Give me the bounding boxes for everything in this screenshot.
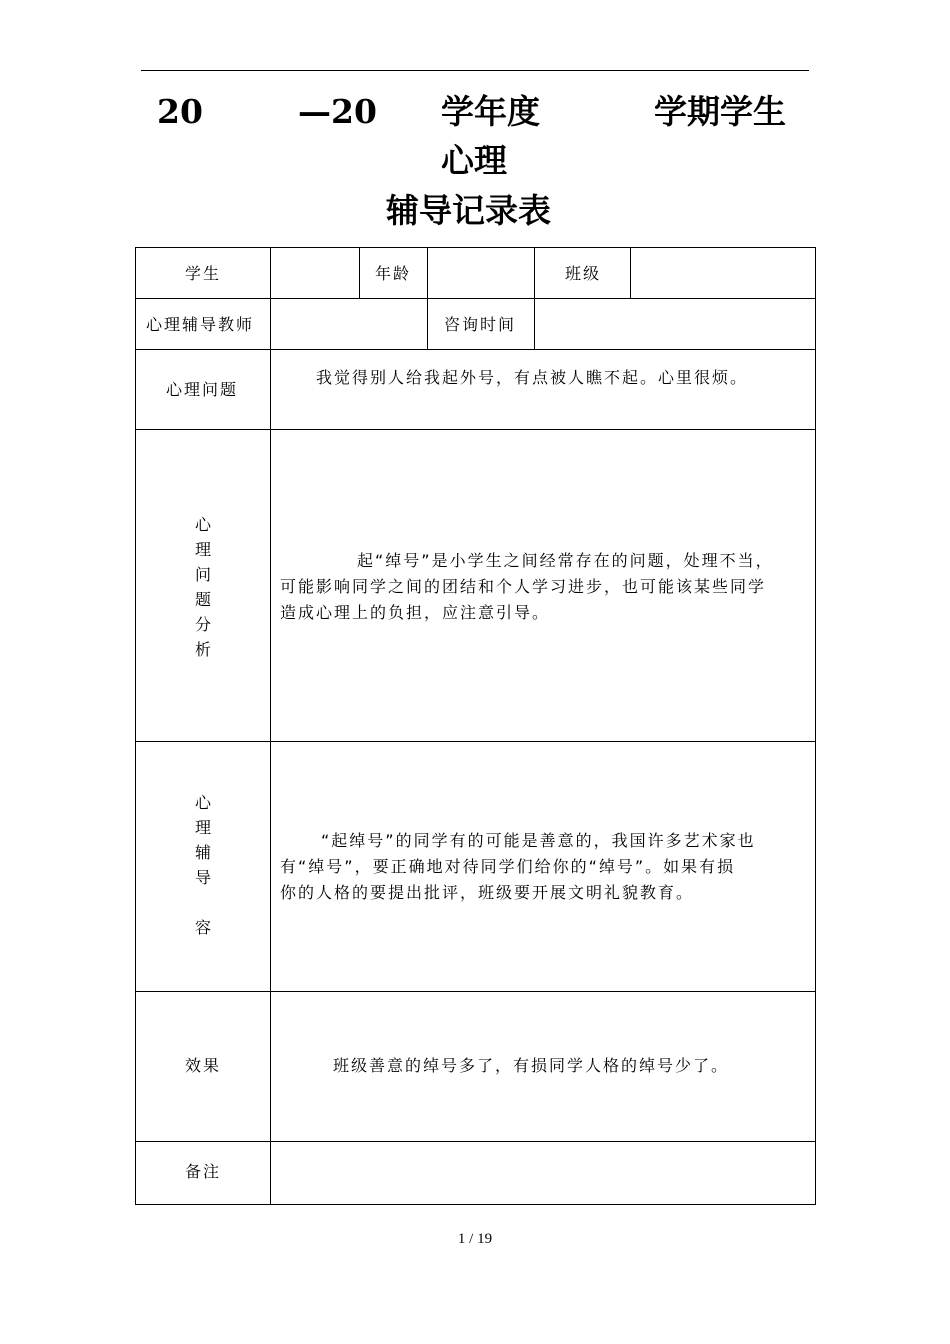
problem-label: 心理问题 (166, 380, 239, 399)
class-value[interactable] (631, 248, 815, 298)
guidance-label-char: 导 (194, 868, 211, 887)
consult-time-label: 咨询时间 (444, 315, 517, 334)
page-number: 1 / 19 (457, 1231, 493, 1247)
col-sep-label (270, 247, 271, 1205)
table-border-right (815, 247, 816, 1205)
row-sep-3 (135, 429, 816, 430)
guidance-label-char: 辅 (194, 843, 211, 862)
row-sep-5 (135, 991, 816, 992)
effect-text: 班级善意的绰号多了，有损同学人格的绰号少了。 (333, 1056, 730, 1075)
analysis-line-3: 造成心理上的负担，应注意引导。 (280, 603, 551, 622)
analysis-line-2: 可能影响同学之间的团结和个人学习进步，也可能该某些同学 (280, 577, 767, 596)
consult-time-value[interactable] (535, 299, 815, 349)
guidance-label-char: 心 (194, 793, 211, 812)
title-line-3: 辅导记录表 (386, 191, 551, 230)
header-rule (141, 70, 809, 71)
remark-value[interactable] (271, 1142, 815, 1204)
guidance-line-1: “起绰号”的同学有的可能是善意的，我国许多艺术家也 (321, 831, 756, 850)
analysis-label-char: 问 (194, 565, 211, 584)
class-label: 班级 (565, 264, 602, 283)
title-line-2: 心理 (441, 141, 507, 180)
guidance-line-2: 有“绰号”，要正确地对待同学们给你的“绰号”。如果有损 (280, 857, 736, 876)
teacher-label: 心理辅导教师 (146, 315, 255, 334)
teacher-value[interactable] (271, 299, 427, 349)
guidance-label-char: 容 (194, 918, 211, 937)
analysis-label-char: 分 (194, 615, 211, 634)
remark-label: 备注 (185, 1162, 222, 1181)
row-sep-4 (135, 741, 816, 742)
guidance-label-char: 理 (194, 818, 211, 837)
effect-label: 效果 (185, 1056, 222, 1075)
col-sep-age (359, 247, 360, 298)
table-border-bottom (135, 1204, 816, 1205)
student-value[interactable] (271, 248, 359, 298)
problem-text: 我觉得别人给我起外号，有点被人瞧不起。心里很烦。 (316, 368, 749, 387)
analysis-label-char: 析 (194, 640, 211, 659)
student-label: 学生 (185, 264, 222, 283)
row-sep-2 (135, 349, 816, 350)
analysis-label-char: 心 (194, 515, 211, 534)
title-part-semester: 学期学生 (654, 92, 786, 131)
analysis-label-char: 理 (194, 540, 211, 559)
analysis-label-char: 题 (194, 590, 211, 609)
table-border-left (135, 247, 136, 1205)
title-part-school-year: 学年度 (441, 92, 540, 131)
title-part-year-end: —20 (298, 92, 377, 131)
age-value[interactable] (428, 248, 534, 298)
title-part-year-start: 20 (157, 92, 203, 131)
record-table (135, 247, 816, 1205)
age-label: 年龄 (375, 264, 412, 283)
analysis-line-1: 起“绰号”是小学生之间经常存在的问题，处理不当， (357, 551, 774, 570)
guidance-line-3: 你的人格的要提出批评，班级要开展文明礼貌教育。 (280, 883, 695, 902)
